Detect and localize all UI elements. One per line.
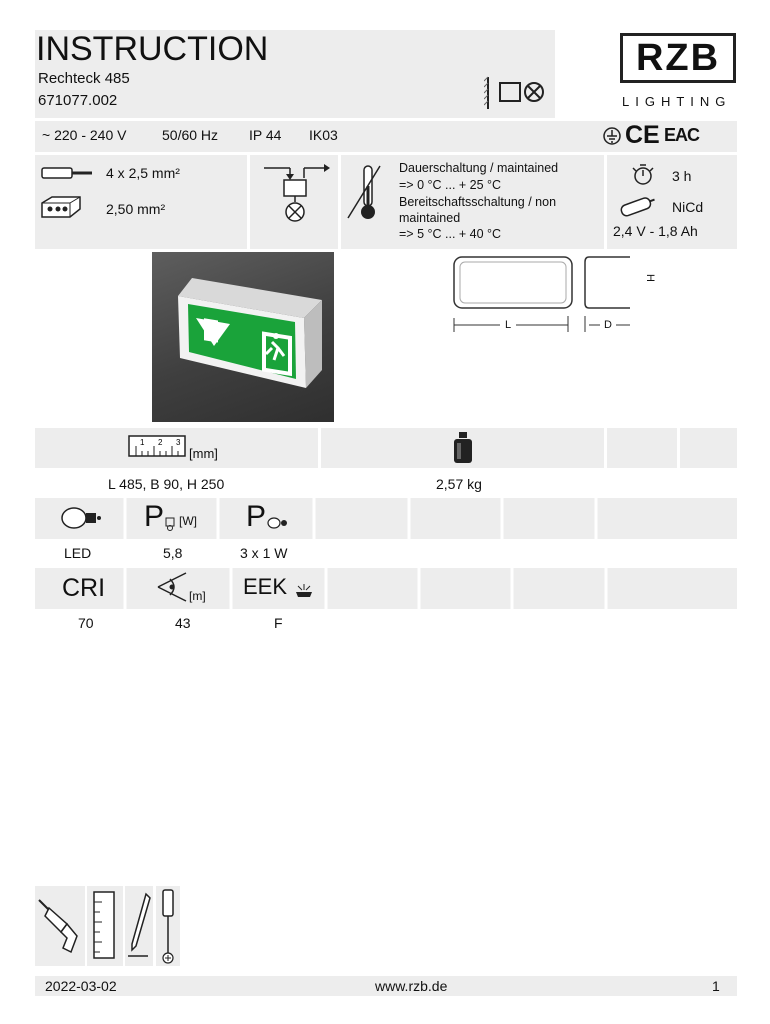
cri-value: 70 xyxy=(78,615,94,631)
stopwatch-icon xyxy=(630,162,656,186)
viewing-distance-icon xyxy=(156,571,188,603)
logo-subtext: LIGHTING xyxy=(622,94,732,109)
voltage: ~ 220 - 240 V xyxy=(42,127,127,143)
svg-text:1: 1 xyxy=(140,438,145,447)
svg-text:2: 2 xyxy=(158,438,163,447)
logo-text: RZB xyxy=(635,37,721,79)
terminal-block-icon xyxy=(40,195,82,219)
wiring-diagram-icon xyxy=(258,160,332,226)
optics-row-dividers xyxy=(35,568,737,609)
battery-duration: 3 h xyxy=(672,168,692,184)
page-title: INSTRUCTION xyxy=(36,30,269,68)
weight-icon xyxy=(451,431,475,465)
lamp-type: LED xyxy=(64,545,92,561)
drill-icon xyxy=(37,892,83,962)
emergency-power-p-label: P xyxy=(246,500,267,533)
footer-website[interactable]: www.rzb.de xyxy=(375,978,448,994)
dimension-unit: [mm] xyxy=(189,446,218,461)
article-number: 671077.002 xyxy=(38,92,118,109)
temp-line-3: Bereitschaftsschaltung / non xyxy=(399,195,557,209)
dimensions-value: L 485, B 90, H 250 xyxy=(108,476,225,492)
earth-ground-icon xyxy=(603,127,621,145)
emergency-lamp-icon xyxy=(266,516,290,530)
dimension-label-h: H xyxy=(643,274,656,282)
eek-value: F xyxy=(274,615,283,631)
pencil-icon xyxy=(126,890,152,962)
folding-rule-icon xyxy=(92,890,118,962)
screwdriver-icon xyxy=(158,888,178,966)
viewing-distance-unit: [m] xyxy=(189,589,206,603)
frequency: 50/60 Hz xyxy=(162,127,219,143)
battery-type: NiCd xyxy=(672,199,704,215)
temp-line-5: => 5 °C ... + 40 °C xyxy=(399,227,502,241)
page-number: 1 xyxy=(712,978,720,994)
ik-rating: IK03 xyxy=(309,127,338,143)
cable-icon xyxy=(41,166,93,180)
footer-date: 2022-03-02 xyxy=(45,978,117,994)
thermometer-icon xyxy=(346,162,388,222)
system-power-unit: [W] xyxy=(179,514,197,528)
battery-icon xyxy=(615,195,659,219)
rzb-logo xyxy=(620,33,736,83)
dimension-drawing xyxy=(444,250,680,340)
ce-mark-icon: CE xyxy=(625,121,660,149)
temp-line-2: => 0 °C ... + 25 °C xyxy=(399,178,502,192)
ip-rating: IP 44 xyxy=(249,127,282,143)
power-row-dividers xyxy=(35,498,737,539)
weight-value: 2,57 kg xyxy=(436,476,482,492)
emergency-power-value: 3 x 1 W xyxy=(240,545,288,561)
cri-label: CRI xyxy=(62,574,106,602)
temp-line-4: maintained xyxy=(399,211,461,225)
dimension-label-l: L xyxy=(505,319,512,331)
eek-label: EEK xyxy=(243,574,288,599)
battery-capacity: 2,4 V - 1,8 Ah xyxy=(613,223,698,239)
dimension-label-d: D xyxy=(604,319,612,331)
lamp-bulb-icon xyxy=(60,506,102,530)
terminal-spec: 2,50 mm² xyxy=(106,201,166,217)
system-power-value: 5,8 xyxy=(163,545,183,561)
system-power-p-label: P xyxy=(144,500,165,533)
product-name: Rechteck 485 xyxy=(38,70,130,87)
empty-header-cell xyxy=(607,428,677,468)
empty-header-cell xyxy=(680,428,737,468)
wall-mount-icon xyxy=(484,75,550,111)
temp-line-1: Dauerschaltung / maintained xyxy=(399,161,559,175)
cable-spec: 4 x 2,5 mm² xyxy=(106,165,180,181)
product-photo xyxy=(152,252,334,422)
energy-label-icon xyxy=(294,582,314,598)
eac-mark-icon: EAC xyxy=(664,125,700,145)
ruler-icon xyxy=(128,434,186,458)
svg-text:3: 3 xyxy=(176,438,181,447)
viewing-distance-value: 43 xyxy=(175,615,191,631)
system-power-icon xyxy=(165,517,175,531)
